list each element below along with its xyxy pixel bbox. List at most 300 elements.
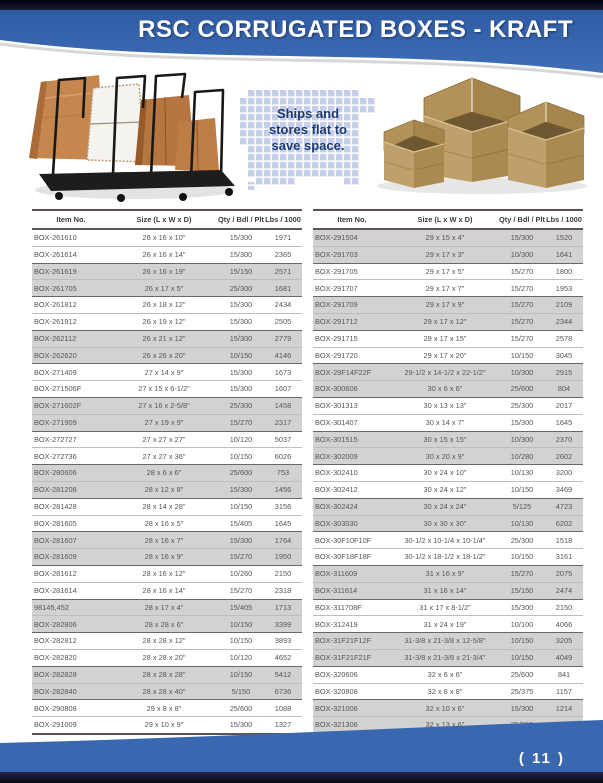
item-no-cell: BOX-320808 bbox=[313, 683, 391, 700]
size-cell: 29 x 17 x 3" bbox=[391, 246, 499, 263]
lbs-cell: 2317 bbox=[264, 414, 302, 431]
qty-bdl-plt-cell: 25/300 bbox=[218, 397, 264, 414]
item-no-cell: BOX-302009 bbox=[313, 448, 391, 465]
item-no-cell: BOX-271909 bbox=[32, 414, 110, 431]
table-row bbox=[32, 599, 302, 616]
table-row bbox=[32, 431, 302, 448]
lbs-cell: 1800 bbox=[545, 263, 583, 280]
qty-bdl-plt-cell: 5/125 bbox=[499, 498, 545, 515]
lbs-cell: 1645 bbox=[264, 515, 302, 532]
column-header: Size (L x W x D) bbox=[391, 210, 499, 229]
table-row bbox=[32, 330, 302, 347]
qty-bdl-plt-cell: 25/600 bbox=[218, 700, 264, 717]
lbs-cell: 2434 bbox=[264, 297, 302, 314]
table-row bbox=[313, 481, 583, 498]
lbs-cell: 2915 bbox=[545, 364, 583, 381]
lbs-cell: 1681 bbox=[264, 280, 302, 297]
item-no-cell: BOX-281609 bbox=[32, 549, 110, 566]
table-row bbox=[32, 616, 302, 633]
table-row bbox=[313, 599, 583, 616]
page-title: RSC CORRUGATED BOXES - KRAFT bbox=[138, 16, 573, 43]
lbs-cell: 3205 bbox=[545, 633, 583, 650]
qty-bdl-plt-cell: 15/270 bbox=[499, 565, 545, 582]
qty-bdl-plt-cell: 10/150 bbox=[499, 649, 545, 666]
lbs-cell: 3161 bbox=[545, 549, 583, 566]
qty-bdl-plt-cell: 25/300 bbox=[499, 532, 545, 549]
qty-bdl-plt-cell: 15/150 bbox=[499, 582, 545, 599]
size-cell: 29 x 10 x 9" bbox=[110, 717, 218, 734]
table-row bbox=[32, 448, 302, 465]
qty-bdl-plt-cell: 10/120 bbox=[218, 649, 264, 666]
size-cell: 30 x 6 x 6" bbox=[391, 381, 499, 398]
table-row bbox=[313, 347, 583, 364]
item-no-cell: BOX-291709 bbox=[313, 297, 391, 314]
table-row bbox=[313, 515, 583, 532]
item-no-cell: BOX-291705 bbox=[313, 263, 391, 280]
item-no-cell: BOX-311708F bbox=[313, 599, 391, 616]
promo-block bbox=[240, 90, 376, 190]
lbs-cell: 2017 bbox=[545, 397, 583, 414]
qty-bdl-plt-cell: 10/150 bbox=[218, 347, 264, 364]
page-number: ( 11 ) bbox=[518, 750, 565, 767]
size-cell: 27 x 16 x 2-5/8" bbox=[110, 397, 218, 414]
item-no-cell: BOX-291720 bbox=[313, 347, 391, 364]
item-no-cell: BOX-281605 bbox=[32, 515, 110, 532]
item-no-cell: BOX-291504 bbox=[315, 233, 358, 243]
size-cell: 28 x 28 x 12" bbox=[110, 633, 218, 650]
qty-bdl-plt-cell: 15/405 bbox=[218, 515, 264, 532]
table-row bbox=[313, 414, 583, 431]
table-row bbox=[313, 649, 583, 666]
qty-bdl-plt-cell: 15/300 bbox=[499, 599, 545, 616]
qty-bdl-plt-cell: 10/150 bbox=[218, 448, 264, 465]
qty-bdl-plt-cell: 25/600 bbox=[499, 666, 545, 683]
item-no-cell: BOX-312419 bbox=[313, 616, 391, 633]
qty-bdl-plt-cell: 15/270 bbox=[218, 582, 264, 599]
column-header: Qty / Bdl / Plt bbox=[499, 210, 545, 229]
lbs-cell: 1214 bbox=[545, 700, 583, 717]
item-no-cell: BOX-311614 bbox=[313, 582, 391, 599]
size-cell: 29 x 17 x 15" bbox=[391, 330, 499, 347]
item-no-cell: BOX-302424 bbox=[313, 498, 391, 515]
qty-bdl-plt-cell: 15/300 bbox=[218, 297, 264, 314]
item-no-cell: BOX-281612 bbox=[32, 565, 110, 582]
item-no-cell: BOX-29F14F22F bbox=[313, 364, 391, 381]
lbs-cell: 4723 bbox=[545, 498, 583, 515]
size-cell: 29 x 17 x 5" bbox=[391, 263, 499, 280]
qty-bdl-plt-cell: 25/600 bbox=[499, 381, 545, 398]
table-row bbox=[313, 297, 583, 314]
item-no-cell: BOX-290808 bbox=[32, 700, 110, 717]
lbs-cell: 2602 bbox=[545, 448, 583, 465]
column-header: Item No. bbox=[313, 210, 391, 229]
qty-bdl-plt-cell: 15/270 bbox=[499, 280, 545, 297]
qty-bdl-plt-cell: 10/130 bbox=[499, 465, 545, 482]
flat-box-cart-photo bbox=[25, 58, 240, 206]
size-cell: 27 x 27 x 27" bbox=[110, 431, 218, 448]
lbs-cell: 2779 bbox=[264, 330, 302, 347]
item-no-cell: BOX-281208 bbox=[32, 481, 110, 498]
size-cell: 30 x 20 x 9" bbox=[391, 448, 499, 465]
table-row bbox=[32, 313, 302, 330]
table-row bbox=[313, 549, 583, 566]
table-row bbox=[32, 532, 302, 549]
size-cell: 30-1/2 x 10-1/4 x 10-1/4" bbox=[391, 532, 499, 549]
qty-bdl-plt-cell: 15/300 bbox=[218, 481, 264, 498]
size-cell: 31 x 16 x 14" bbox=[391, 582, 499, 599]
column-header: Lbs / 1000 bbox=[545, 210, 583, 229]
lbs-cell: 6026 bbox=[264, 448, 302, 465]
qty-bdl-plt-cell: 10/300 bbox=[499, 246, 545, 263]
size-cell: 26 x 16 x 19" bbox=[110, 263, 218, 280]
lbs-cell: 1950 bbox=[264, 549, 302, 566]
table-row bbox=[32, 246, 302, 263]
table-row bbox=[313, 465, 583, 482]
lbs-cell: 1607 bbox=[264, 381, 302, 398]
lbs-cell: 1673 bbox=[264, 364, 302, 381]
item-no-cell: BOX-261912 bbox=[32, 313, 110, 330]
item-no-cell: BOX-291715 bbox=[313, 330, 391, 347]
size-cell: 28 x 16 x 9" bbox=[110, 549, 218, 566]
left-catalog-table bbox=[32, 209, 302, 735]
table-row bbox=[313, 280, 583, 297]
qty-bdl-plt-cell: 15/300 bbox=[218, 717, 264, 734]
item-no-cell: BOX-320606 bbox=[313, 666, 391, 683]
lbs-cell: 1953 bbox=[545, 280, 583, 297]
table-row bbox=[313, 381, 583, 398]
size-cell: 28 x 12 x 8" bbox=[110, 481, 218, 498]
size-cell: 29 x 17 x 20" bbox=[391, 347, 499, 364]
size-cell: 26 x 17 x 5" bbox=[110, 280, 218, 297]
qty-bdl-plt-cell: 10/120 bbox=[218, 431, 264, 448]
qty-bdl-plt-cell: 10/300 bbox=[499, 431, 545, 448]
table-row bbox=[313, 448, 583, 465]
item-no-cell: BOX-303030 bbox=[313, 515, 391, 532]
item-no-cell: BOX-302410 bbox=[313, 465, 391, 482]
table-row bbox=[32, 297, 302, 314]
item-no-cell: BOX-30F10F10F bbox=[313, 532, 391, 549]
lbs-cell: 841 bbox=[545, 666, 583, 683]
item-no-cell: BOX-321306 bbox=[313, 717, 391, 734]
lbs-cell: 1520 bbox=[555, 233, 573, 243]
qty-bdl-plt-cell: 15/300 bbox=[510, 233, 534, 243]
lbs-cell: 4146 bbox=[264, 347, 302, 364]
table-row bbox=[32, 397, 302, 414]
lbs-cell: 1157 bbox=[545, 683, 583, 700]
lbs-cell: 1764 bbox=[264, 532, 302, 549]
size-cell: 28 x 6 x 6" bbox=[110, 465, 218, 482]
size-cell: 31-3/8 x 21-3/8 x 21-3/4" bbox=[391, 649, 499, 666]
size-cell: 26 x 16 x 10" bbox=[142, 233, 186, 243]
lbs-cell: 1458 bbox=[264, 397, 302, 414]
qty-bdl-plt-cell: 10/280 bbox=[499, 448, 545, 465]
qty-bdl-plt-cell: 15/270 bbox=[499, 263, 545, 280]
footer-swoosh bbox=[0, 708, 603, 783]
size-cell: 31-3/8 x 21-3/8 x 12-5/8" bbox=[391, 633, 499, 650]
table-row bbox=[313, 666, 583, 683]
qty-bdl-plt-cell: 15/270 bbox=[218, 549, 264, 566]
qty-bdl-plt-cell: 10/150 bbox=[499, 549, 545, 566]
qty-bdl-plt-cell: 10/150 bbox=[218, 666, 264, 683]
qty-bdl-plt-cell: 15/300 bbox=[218, 532, 264, 549]
column-header: Item No. bbox=[32, 210, 110, 229]
lbs-cell: 1456 bbox=[264, 481, 302, 498]
lbs-cell: 804 bbox=[545, 381, 583, 398]
table-row bbox=[32, 263, 302, 280]
medium-box bbox=[508, 102, 584, 188]
size-cell: 27 x 27 x 36" bbox=[110, 448, 218, 465]
table-row bbox=[313, 565, 583, 582]
lbs-cell: 1713 bbox=[264, 599, 302, 616]
table-row bbox=[32, 465, 302, 482]
size-cell: 29 x 8 x 8" bbox=[110, 700, 218, 717]
lbs-cell: 2150 bbox=[264, 565, 302, 582]
qty-bdl-plt-cell: 15/270 bbox=[499, 313, 545, 330]
lbs-cell: 3156 bbox=[264, 498, 302, 515]
promo-line: stores flat to bbox=[268, 122, 347, 137]
lbs-cell: 2344 bbox=[545, 313, 583, 330]
item-no-cell: BOX-301515 bbox=[313, 431, 391, 448]
size-cell: 26 x 21 x 12" bbox=[110, 330, 218, 347]
table-row bbox=[313, 364, 583, 381]
item-no-cell: BOX-271602F bbox=[32, 397, 110, 414]
item-no-cell: BOX-272727 bbox=[32, 431, 110, 448]
item-no-cell: BOX-300606 bbox=[313, 381, 391, 398]
qty-bdl-plt-cell: 25/300 bbox=[218, 280, 264, 297]
qty-bdl-plt-cell: 5/150 bbox=[218, 683, 264, 700]
table-row bbox=[32, 414, 302, 431]
lbs-cell: 1971 bbox=[274, 233, 292, 243]
size-cell: 28 x 28 x 28" bbox=[110, 666, 218, 683]
item-no-cell: BOX-282840 bbox=[32, 683, 110, 700]
item-no-cell: BOX-271506F bbox=[32, 381, 110, 398]
size-cell: 29 x 15 x 4" bbox=[425, 233, 465, 243]
item-no-cell: BOX-301407 bbox=[313, 414, 391, 431]
table-row bbox=[313, 498, 583, 515]
item-no-cell: BOX-282806 bbox=[32, 616, 110, 633]
table-row bbox=[313, 431, 583, 448]
qty-bdl-plt-cell: 15/405 bbox=[218, 599, 264, 616]
table-row bbox=[313, 532, 583, 549]
table-row bbox=[313, 633, 583, 650]
table-row bbox=[32, 347, 302, 364]
item-no-cell: BOX-261812 bbox=[32, 297, 110, 314]
qty-bdl-plt-cell: 15/300 bbox=[218, 381, 264, 398]
qty-bdl-plt-cell: 15/300 bbox=[218, 313, 264, 330]
item-no-cell: BOX-311609 bbox=[313, 565, 391, 582]
lbs-cell: 1327 bbox=[264, 717, 302, 734]
table-row bbox=[313, 397, 583, 414]
qty-bdl-plt-cell: 15/270 bbox=[499, 297, 545, 314]
item-no-cell: BOX-31F21F21F bbox=[313, 649, 391, 666]
size-cell: 30 x 30 x 30" bbox=[391, 515, 499, 532]
size-cell: 26 x 18 x 12" bbox=[110, 297, 218, 314]
item-no-cell: BOX-321006 bbox=[313, 700, 391, 717]
qty-bdl-plt-cell: 10/150 bbox=[218, 498, 264, 515]
lbs-cell: 2318 bbox=[264, 582, 302, 599]
table-row bbox=[313, 582, 583, 599]
qty-bdl-plt-cell: 10/150 bbox=[499, 633, 545, 650]
qty-bdl-plt-cell: 15/270 bbox=[218, 414, 264, 431]
size-cell: 32 x 13 x 6" bbox=[391, 717, 499, 734]
promo-line: Ships and bbox=[276, 106, 340, 121]
table-row bbox=[32, 633, 302, 650]
lbs-cell: 1518 bbox=[545, 532, 583, 549]
item-no-cell: BOX-262620 bbox=[32, 347, 110, 364]
size-cell: 28 x 16 x 7" bbox=[110, 532, 218, 549]
item-no-cell: BOX-271409 bbox=[32, 364, 110, 381]
footer-dark-strip bbox=[0, 772, 603, 783]
qty-bdl-plt-cell: 15/300 bbox=[218, 330, 264, 347]
lbs-cell: 6202 bbox=[545, 515, 583, 532]
size-cell: 29 x 17 x 12" bbox=[391, 313, 499, 330]
size-cell: 30 x 24 x 24" bbox=[391, 498, 499, 515]
qty-bdl-plt-cell: 15/300 bbox=[499, 700, 545, 717]
item-no-cell: BOX-272736 bbox=[32, 448, 110, 465]
table-header-row bbox=[32, 210, 302, 229]
size-cell: 30 x 24 x 10" bbox=[391, 465, 499, 482]
size-cell: 31 x 24 x 19" bbox=[391, 616, 499, 633]
lbs-cell: 2075 bbox=[545, 565, 583, 582]
lbs-cell: 5037 bbox=[264, 431, 302, 448]
lbs-cell: 1645 bbox=[545, 414, 583, 431]
item-no-cell: BOX-291009 bbox=[32, 717, 110, 734]
lbs-cell: 6736 bbox=[264, 683, 302, 700]
table-row bbox=[313, 683, 583, 700]
lbs-cell: 3469 bbox=[545, 481, 583, 498]
size-cell: 28 x 28 x 40" bbox=[110, 683, 218, 700]
lbs-cell: 3045 bbox=[545, 347, 583, 364]
lbs-cell: 4049 bbox=[545, 649, 583, 666]
size-cell: 30 x 24 x 12" bbox=[391, 481, 499, 498]
item-no-cell: BOX-261614 bbox=[32, 246, 110, 263]
size-cell: 28 x 14 x 28" bbox=[110, 498, 218, 515]
lbs-cell: 2474 bbox=[545, 582, 583, 599]
column-header: Size (L x W x D) bbox=[110, 210, 218, 229]
size-cell: 30 x 15 x 15" bbox=[391, 431, 499, 448]
qty-bdl-plt-cell: 10/150 bbox=[218, 633, 264, 650]
size-cell: 27 x 14 x 9" bbox=[110, 364, 218, 381]
lbs-cell: 2150 bbox=[545, 599, 583, 616]
qty-bdl-plt-cell: 25/600 bbox=[218, 465, 264, 482]
item-no-cell: BOX-291703 bbox=[313, 246, 391, 263]
table-row bbox=[32, 683, 302, 700]
table-row bbox=[32, 498, 302, 515]
qty-bdl-plt-cell: 25/375 bbox=[499, 683, 545, 700]
lbs-cell: 2505 bbox=[264, 313, 302, 330]
item-no-cell: BOX-281614 bbox=[32, 582, 110, 599]
item-no-cell: BOX-291712 bbox=[313, 313, 391, 330]
table-row bbox=[32, 280, 302, 297]
size-cell: 26 x 19 x 12" bbox=[110, 313, 218, 330]
table-row bbox=[32, 364, 302, 381]
qty-bdl-plt-cell: 15/300 bbox=[218, 364, 264, 381]
item-no-cell: BOX-281607 bbox=[32, 532, 110, 549]
qty-bdl-plt-cell: 10/100 bbox=[499, 616, 545, 633]
size-cell: 28 x 16 x 14" bbox=[110, 582, 218, 599]
table-row bbox=[32, 229, 302, 246]
column-header: Qty / Bdl / Plt bbox=[218, 210, 264, 229]
lbs-cell: 753 bbox=[264, 465, 302, 482]
table-row bbox=[32, 666, 302, 683]
size-cell: 26 x 26 x 20" bbox=[110, 347, 218, 364]
table-row bbox=[32, 381, 302, 398]
column-header: Lbs / 1000 bbox=[264, 210, 302, 229]
item-no-cell: BOX-282828 bbox=[32, 666, 110, 683]
item-no-cell: BOX-301313 bbox=[313, 397, 391, 414]
size-cell: 32 x 6 x 6" bbox=[391, 666, 499, 683]
lbs-cell: 2571 bbox=[264, 263, 302, 280]
qty-bdl-plt-cell: 15/300 bbox=[229, 233, 253, 243]
size-cell: 27 x 15 x 6-1/2" bbox=[110, 381, 218, 398]
table-row bbox=[313, 313, 583, 330]
table-row bbox=[32, 515, 302, 532]
right-catalog-table bbox=[313, 209, 583, 735]
table-row bbox=[32, 649, 302, 666]
qty-bdl-plt-cell: 15/300 bbox=[499, 414, 545, 431]
qty-bdl-plt-cell: 10/130 bbox=[499, 515, 545, 532]
item-no-cell: BOX-30F18F18F bbox=[313, 549, 391, 566]
lbs-cell: 5412 bbox=[264, 666, 302, 683]
lbs-cell: 2578 bbox=[545, 330, 583, 347]
table-header-row bbox=[313, 210, 583, 229]
item-no-cell: BOX-282812 bbox=[32, 633, 110, 650]
lbs-cell: 2370 bbox=[545, 431, 583, 448]
lbs-cell: 2365 bbox=[264, 246, 302, 263]
size-cell: 28 x 28 x 20" bbox=[110, 649, 218, 666]
size-cell: 30-1/2 x 18-1/2 x 18-1/2" bbox=[391, 549, 499, 566]
item-no-cell: BOX-262112 bbox=[32, 330, 110, 347]
lbs-cell: 1641 bbox=[545, 246, 583, 263]
item-no-cell: BOX-281428 bbox=[32, 498, 110, 515]
size-cell: 28 x 16 x 5" bbox=[110, 515, 218, 532]
table-row bbox=[313, 616, 583, 633]
item-no-cell: BOX-291707 bbox=[313, 280, 391, 297]
size-cell: 28 x 16 x 12" bbox=[110, 565, 218, 582]
lbs-cell: 3893 bbox=[264, 633, 302, 650]
size-cell: 28 x 17 x 4" bbox=[110, 599, 218, 616]
table-row bbox=[32, 549, 302, 566]
size-cell: 29-1/2 x 14-1/2 x 22-1/2" bbox=[391, 364, 499, 381]
size-cell: 30 x 14 x 7" bbox=[391, 414, 499, 431]
qty-bdl-plt-cell: 10/150 bbox=[499, 481, 545, 498]
size-cell: 32 x 10 x 6" bbox=[391, 700, 499, 717]
size-cell: 31 x 16 x 9" bbox=[391, 565, 499, 582]
size-cell: 30 x 13 x 13" bbox=[391, 397, 499, 414]
size-cell: 26 x 16 x 14" bbox=[110, 246, 218, 263]
small-box bbox=[384, 120, 444, 188]
size-cell: 29 x 17 x 9" bbox=[391, 297, 499, 314]
item-no-cell: BOX-302412 bbox=[313, 481, 391, 498]
lbs-cell: 4652 bbox=[264, 649, 302, 666]
item-no-cell: BOX-261610 bbox=[34, 233, 77, 243]
promo-line: save space. bbox=[271, 138, 345, 153]
table-row bbox=[32, 565, 302, 582]
lbs-cell: 3200 bbox=[545, 465, 583, 482]
promo-text bbox=[240, 106, 376, 154]
table-row bbox=[32, 481, 302, 498]
qty-bdl-plt-cell: 15/270 bbox=[499, 330, 545, 347]
size-cell: 32 x 8 x 8" bbox=[391, 683, 499, 700]
table-row bbox=[313, 330, 583, 347]
table-row bbox=[313, 246, 583, 263]
qty-bdl-plt-cell: 10/260 bbox=[218, 565, 264, 582]
qty-bdl-plt-cell: 10/300 bbox=[499, 364, 545, 381]
table-row bbox=[313, 263, 583, 280]
size-cell: 31 x 17 x 8-1/2" bbox=[391, 599, 499, 616]
qty-bdl-plt-cell: 25/300 bbox=[499, 397, 545, 414]
stacked-boxes-photo bbox=[372, 70, 597, 195]
